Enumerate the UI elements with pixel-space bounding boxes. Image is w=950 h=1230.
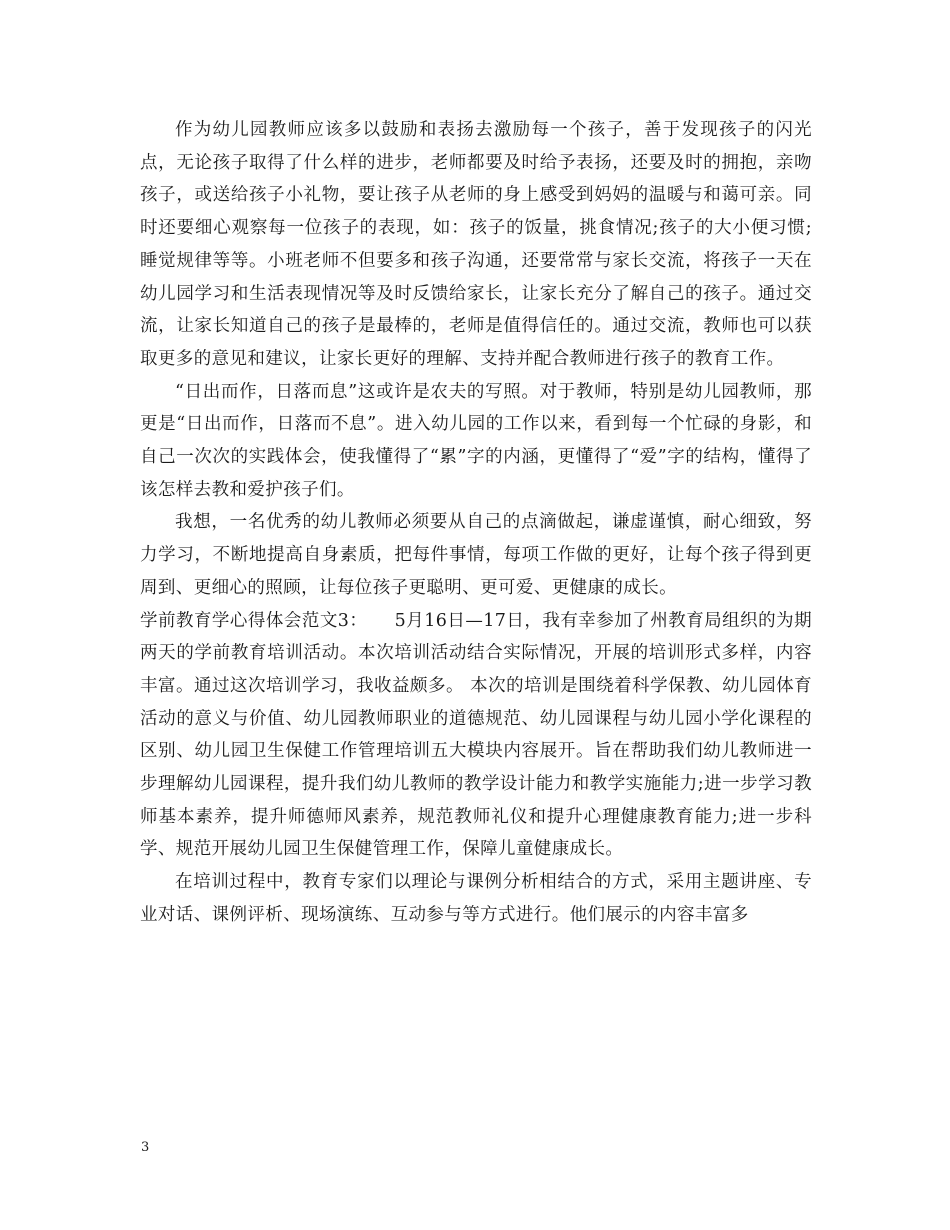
paragraph-sample-essay-3: 学前教育学心得体会范文3： 5月16日—17日，我有幸参加了州教育局组织的为期两天的学前教育培训活动。本次培训活动结合实际情况，开展的培训形式多样，内容丰富。通过这次培训学习，我收益颇多。 本次的培训是围绕着科学保教、幼儿园体育活动的意义与价值、幼儿园教师职业的道德规范、幼儿园课程与幼儿园小学化课程的区别、幼儿园卫生保健工作管理培训五大模块内容展开。旨在帮助我们幼儿教师进一步理解幼儿园课程，提升我们幼儿教师的教学设计能力和教学实施能力;进一步学习教师基本素养，提升师德师风素养，规范教师礼仪和提升心理健康教育能力;进一步科学、规范开展幼儿园卫生保健管理工作，保障儿童健康成长。 [140, 610, 812, 860]
document-body [140, 114, 812, 932]
paragraph-training-process: 在培训过程中，教育专家们以理论与课例分析相结合的方式，采用主题讲座、专业对话、课例评析、现场演练、互动参与等方式进行。他们展示的内容丰富多 [140, 872, 812, 925]
paragraph-praise-children: 作为幼儿园教师应该多以鼓励和表扬去激励每一个孩子，善于发现孩子的闪光点，无论孩子取得了什么样的进步，老师都要及时给予表扬，还要及时的拥抱，亲吻孩子，或送给孩子小礼物，要让孩子从老师的身上感受到妈妈的温暖与和蔼可亲。同时还要细心观察每一位孩子的表现，如：孩子的饭量，挑食情况;孩子的大小便习惯;睡觉规律等等。小班老师不但要多和孩子沟通，还要常常与家长交流，将孩子一天在幼儿园学习和生活表现情况等及时反馈给家长，让家长充分了解自己的孩子。通过交流，让家长知道自己的孩子是最棒的，老师是值得信任的。通过交流，教师也可以获取更多的意见和建议，让家长更好的理解、支持并配合教师进行孩子的教育工作。 [140, 120, 812, 369]
page-number: 3 [141, 1140, 150, 1155]
paragraph-sunrise-work: “日出而作，日落而息”这或许是农夫的写照。对于教师，特别是幼儿园教师，那更是“日出而作，日落而不息”。进入幼儿园的工作以来，看到每一个忙碌的身影，和自己一次次的实践体会，使我懂得了“累”字的内涵，更懂得了“爱”字的结构，懂得了该怎样去教和爱护孩子们。 [140, 381, 812, 500]
paragraph-excellent-teacher: 我想，一名优秀的幼儿教师必须要从自己的点滴做起，谦虚谨慎，耐心细致，努力学习，不断地提高自身素质，把每件事情，每项工作做的更好，让每个孩子得到更周到、更细心的照顾，让每位孩子更聪明、更可爱、更健康的成长。 [140, 512, 812, 598]
